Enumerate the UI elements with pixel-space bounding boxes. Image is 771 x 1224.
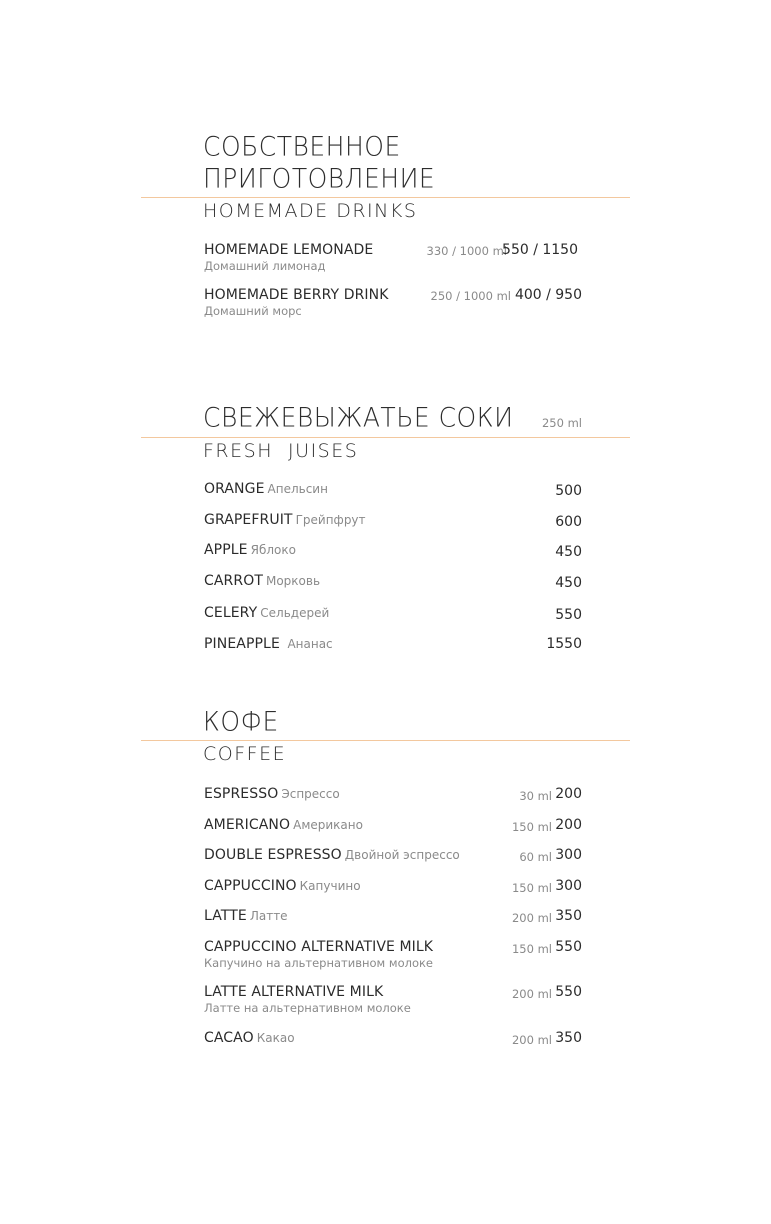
coffee-name-ru: Какао bbox=[256, 1031, 295, 1045]
coffee-name-ru: Эспрессо bbox=[281, 787, 340, 801]
coffee-item-name: LATTE ALTERNATIVE MILK bbox=[204, 984, 384, 1000]
juice-item bbox=[204, 542, 296, 558]
juice-name: ORANGE bbox=[204, 481, 265, 497]
juice-price: 500 bbox=[555, 483, 582, 499]
coffee-title-ru: КОФЕ bbox=[203, 706, 279, 737]
juice-price: 600 bbox=[555, 514, 582, 530]
homemade-title-en: HOMEMADE DRINKS bbox=[203, 200, 418, 222]
coffee-volume: 150 ml bbox=[511, 820, 552, 834]
coffee-item-sub: Латте на альтернативном молоке bbox=[204, 1001, 411, 1015]
coffee-price: 350 bbox=[555, 1030, 582, 1046]
juice-item bbox=[204, 605, 329, 621]
homemade-item-volume: 250 / 1000 ml bbox=[430, 289, 511, 303]
homemade-item-sub: Домашний лимонад bbox=[204, 259, 326, 273]
coffee-name-ru: Американо bbox=[293, 818, 363, 832]
homemade-title-ru-line1: СОБСТВЕННОЕ bbox=[203, 131, 401, 162]
coffee-title-en: COFFEE bbox=[203, 743, 287, 765]
homemade-item-volume: 330 / 1000 ml bbox=[426, 244, 507, 258]
coffee-name-ru: Капучино bbox=[299, 879, 361, 893]
coffee-volume: 60 ml bbox=[519, 850, 552, 864]
homemade-divider bbox=[141, 197, 630, 198]
homemade-item-price: 400 / 950 bbox=[514, 287, 582, 303]
homemade-item-name: HOMEMADE BERRY DRINK bbox=[204, 287, 389, 303]
juice-name-ru: Ананас bbox=[287, 637, 333, 651]
coffee-volume: 150 ml bbox=[511, 942, 552, 956]
juices-volume: 250 ml bbox=[541, 416, 582, 430]
coffee-item bbox=[204, 847, 460, 863]
coffee-name: LATTE bbox=[204, 908, 247, 924]
coffee-volume: 200 ml bbox=[511, 1033, 552, 1047]
juice-item bbox=[204, 636, 333, 652]
juice-price: 550 bbox=[555, 607, 582, 623]
juice-name-ru: Сельдерей bbox=[260, 606, 330, 620]
coffee-price: 300 bbox=[555, 878, 582, 894]
juice-name-ru: Яблоко bbox=[250, 543, 296, 557]
coffee-name: AMERICANO bbox=[204, 817, 291, 833]
juice-price: 450 bbox=[555, 575, 582, 591]
coffee-price: 200 bbox=[555, 786, 582, 802]
coffee-price: 350 bbox=[555, 908, 582, 924]
coffee-price: 550 bbox=[555, 939, 582, 955]
coffee-volume: 30 ml bbox=[519, 789, 552, 803]
juice-name: APPLE bbox=[204, 542, 248, 558]
juices-title-ru: СВЕЖЕВЫЖАТЬЕ СОКИ bbox=[203, 402, 514, 433]
juice-name-ru: Морковь bbox=[265, 574, 321, 588]
coffee-item-sub: Капучино на альтернативном молоке bbox=[204, 956, 434, 970]
coffee-item bbox=[204, 908, 288, 924]
juice-item bbox=[204, 573, 320, 589]
coffee-item-name: CAPPUCCINO ALTERNATIVE MILK bbox=[204, 939, 434, 955]
juice-name-ru: Грейпфрут bbox=[295, 513, 366, 527]
homemade-title-ru-line2: ПРИГОТОВЛЕНИЕ bbox=[203, 163, 436, 194]
coffee-item bbox=[204, 817, 363, 833]
coffee-name: CAPPUCCINO bbox=[204, 878, 297, 894]
juice-item bbox=[204, 481, 328, 497]
coffee-name: DOUBLE ESPRESSO bbox=[204, 847, 342, 863]
coffee-item bbox=[204, 786, 340, 802]
juice-name-ru: Апельсин bbox=[267, 482, 328, 496]
coffee-volume: 200 ml bbox=[511, 911, 552, 925]
coffee-name: CACAO bbox=[204, 1030, 254, 1046]
juice-name: PINEAPPLE bbox=[204, 636, 285, 652]
homemade-item-sub: Домашний морс bbox=[204, 304, 302, 318]
coffee-item bbox=[204, 878, 361, 894]
juice-price: 1550 bbox=[546, 636, 582, 652]
coffee-volume: 150 ml bbox=[511, 881, 552, 895]
coffee-price: 200 bbox=[555, 817, 582, 833]
coffee-name: ESPRESSO bbox=[204, 786, 279, 802]
coffee-item bbox=[204, 1030, 295, 1046]
coffee-price: 300 bbox=[555, 847, 582, 863]
homemade-item-price: 550 / 1150 bbox=[502, 242, 578, 258]
juice-price: 450 bbox=[555, 544, 582, 560]
coffee-price: 550 bbox=[555, 984, 582, 1000]
coffee-divider bbox=[141, 740, 630, 741]
coffee-name-ru: Латте bbox=[249, 909, 288, 923]
juices-divider bbox=[141, 437, 630, 438]
juice-name: CELERY bbox=[204, 605, 258, 621]
juice-name: GRAPEFRUIT bbox=[204, 512, 293, 528]
juice-name: CARROT bbox=[204, 573, 263, 589]
coffee-volume: 200 ml bbox=[511, 987, 552, 1001]
coffee-name-ru: Двойной эспрессо bbox=[344, 848, 460, 862]
homemade-item-name: HOMEMADE LEMONADE bbox=[204, 242, 374, 258]
juices-title-en: FRESH JUISES bbox=[203, 440, 359, 462]
juice-item bbox=[204, 512, 366, 528]
